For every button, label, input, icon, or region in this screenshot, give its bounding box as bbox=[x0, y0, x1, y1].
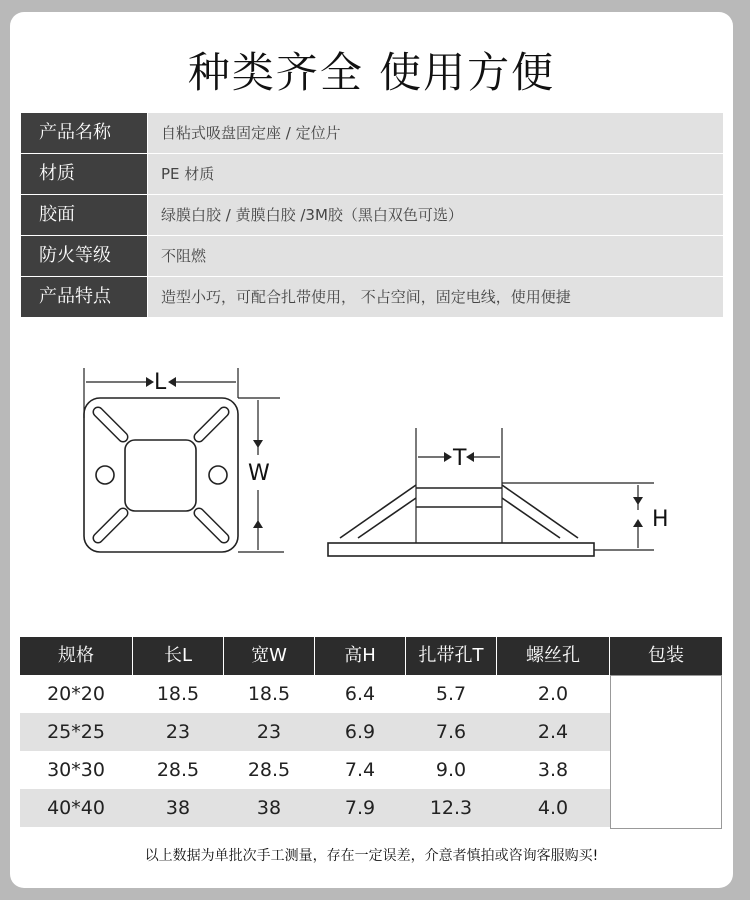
cell-width: 38 bbox=[256, 797, 282, 819]
spec-value: 自粘式吸盘固定座 / 定位片 bbox=[148, 113, 723, 153]
dimension-arrows bbox=[146, 377, 643, 528]
cell-height: 6.4 bbox=[344, 683, 376, 705]
cell-spec: 40*40 bbox=[47, 797, 105, 819]
packaging-cell bbox=[610, 675, 722, 829]
header-height: 高H bbox=[315, 637, 405, 675]
measurement-disclaimer: 以上数据为单批次手工测量，存在一定误差，介意者慎拍或咨询客服购买! bbox=[144, 848, 599, 864]
header-spec: 规格 bbox=[20, 637, 132, 675]
cell-screw-hole: 4.0 bbox=[537, 797, 569, 819]
screw-hole-right bbox=[209, 466, 227, 484]
cell-tie-hole: 7.6 bbox=[435, 721, 467, 743]
screw-hole-left bbox=[96, 466, 114, 484]
cell-spec: 30*30 bbox=[47, 759, 105, 781]
cell-screw-hole: 3.8 bbox=[537, 759, 569, 781]
spec-value: 绿膜白胶 / 黄膜白胶 /3M胶（黑白双色可选） bbox=[148, 195, 723, 235]
cell-screw-hole: 2.0 bbox=[537, 683, 569, 705]
header-screw-hole: 螺丝孔 bbox=[497, 637, 609, 675]
spec-key: 产品名称 bbox=[21, 113, 147, 153]
cell-length: 18.5 bbox=[156, 683, 200, 705]
cell-screw-hole: 2.4 bbox=[537, 721, 569, 743]
cable-tie-hole bbox=[125, 440, 196, 511]
spec-key: 材质 bbox=[21, 154, 147, 194]
cell-height: 7.4 bbox=[344, 759, 376, 781]
cell-tie-hole: 5.7 bbox=[435, 683, 467, 705]
spec-value: 造型小巧，可配合扎带使用， 不占空间，固定电线，使用便捷 bbox=[148, 277, 723, 317]
size-table bbox=[20, 637, 722, 827]
spec-value: PE 材质 bbox=[148, 154, 723, 194]
cell-length: 23 bbox=[165, 721, 191, 743]
header-width: 宽W bbox=[224, 637, 314, 675]
header-tie-hole: 扎带孔T bbox=[406, 637, 496, 675]
cell-tie-hole: 9.0 bbox=[435, 759, 467, 781]
cell-height: 6.9 bbox=[344, 721, 376, 743]
header-length: 长L bbox=[133, 637, 223, 675]
spec-key: 防火等级 bbox=[21, 236, 147, 276]
diagonal-slot-tr bbox=[199, 412, 224, 437]
cell-width: 23 bbox=[256, 721, 282, 743]
mount-base-plate bbox=[328, 543, 594, 556]
spec-value: 不阻燃 bbox=[148, 236, 723, 276]
cell-width: 28.5 bbox=[247, 759, 291, 781]
cell-tie-hole: 12.3 bbox=[429, 797, 473, 819]
diagonal-slot-bl bbox=[98, 513, 123, 538]
label-length: L bbox=[154, 370, 167, 395]
spec-key: 产品特点 bbox=[21, 277, 147, 317]
cell-spec: 20*20 bbox=[47, 683, 105, 705]
cell-width: 18.5 bbox=[247, 683, 291, 705]
page-title: 种类齐全 使用方便 bbox=[187, 48, 556, 97]
cell-height: 7.9 bbox=[344, 797, 376, 819]
label-tie-hole: T bbox=[453, 446, 467, 471]
header-packaging: 包装 bbox=[610, 637, 722, 675]
label-width: W bbox=[248, 461, 270, 486]
cell-length: 28.5 bbox=[156, 759, 200, 781]
size-table-header bbox=[20, 637, 722, 675]
diagonal-slot-br bbox=[199, 513, 224, 538]
diagonal-slot-tl bbox=[98, 412, 123, 437]
label-height: H bbox=[652, 507, 669, 532]
cell-spec: 25*25 bbox=[47, 721, 105, 743]
spec-key: 胶面 bbox=[21, 195, 147, 235]
cell-length: 38 bbox=[165, 797, 191, 819]
